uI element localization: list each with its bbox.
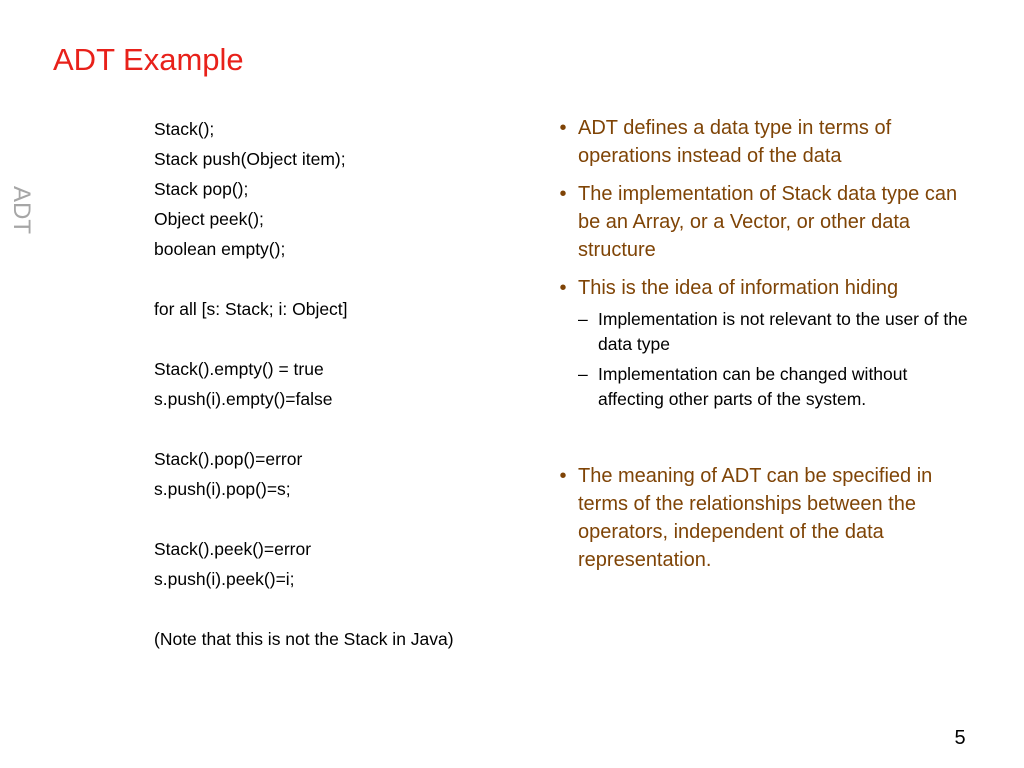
code-line: s.push(i).pop()=s; xyxy=(154,479,291,499)
code-line: Object peek(); xyxy=(154,209,264,229)
sub-bullet-item xyxy=(554,307,974,357)
sub-bullet-text: Implementation is not relevant to the user of the data type xyxy=(598,309,968,354)
code-line: s.push(i).empty()=false xyxy=(154,389,333,409)
bullet-dot-icon: • xyxy=(559,117,567,139)
sub-bullet-item xyxy=(554,362,974,412)
code-line: Stack(); xyxy=(154,119,215,139)
code-line-blank xyxy=(154,504,534,534)
code-line: for all [s: Stack; i: Object] xyxy=(154,299,348,319)
code-line-blank xyxy=(154,594,534,624)
code-block xyxy=(154,114,534,654)
slide-title: ADT Example xyxy=(53,42,244,77)
page-number: 5 xyxy=(954,727,966,749)
bullet-item xyxy=(554,180,974,264)
code-line: Stack().pop()=error xyxy=(154,449,303,469)
side-label xyxy=(2,180,40,240)
bullet-list xyxy=(554,114,974,574)
bullet-dot-icon: • xyxy=(559,277,567,299)
bullet-dot-icon: • xyxy=(559,183,567,205)
sub-bullet-text: Implementation can be changed without affecting other parts of the system. xyxy=(598,364,908,409)
bullet-text: This is the idea of information hiding xyxy=(578,277,899,299)
bullet-item xyxy=(554,274,974,302)
code-line: Stack().peek()=error xyxy=(154,539,312,559)
code-line-blank xyxy=(154,264,534,294)
code-line: Stack push(Object item); xyxy=(154,149,346,169)
code-line-blank xyxy=(154,324,534,354)
code-line-blank xyxy=(154,414,534,444)
code-note: (Note that this is not the Stack in Java) xyxy=(154,629,454,649)
bullet-text: The meaning of ADT can be specified in terms of the relationships between the operators, independent of the data representation. xyxy=(578,465,933,571)
code-line: boolean empty(); xyxy=(154,239,286,259)
bullet-item xyxy=(554,462,974,574)
code-line: Stack pop(); xyxy=(154,179,249,199)
dash-icon: – xyxy=(578,309,588,329)
sub-bullet-list xyxy=(554,307,974,412)
bullet-item xyxy=(554,114,974,170)
code-line: s.push(i).peek()=i; xyxy=(154,569,295,589)
code-line: Stack().empty() = true xyxy=(154,359,324,379)
bullet-dot-icon: • xyxy=(559,465,567,487)
side-label-text: ADT xyxy=(8,186,35,234)
dash-icon: – xyxy=(578,364,588,384)
bullet-text: The implementation of Stack data type can be an Array, or a Vector, or other data structure xyxy=(578,183,958,261)
bullet-text: ADT defines a data type in terms of operations instead of the data xyxy=(578,117,892,167)
